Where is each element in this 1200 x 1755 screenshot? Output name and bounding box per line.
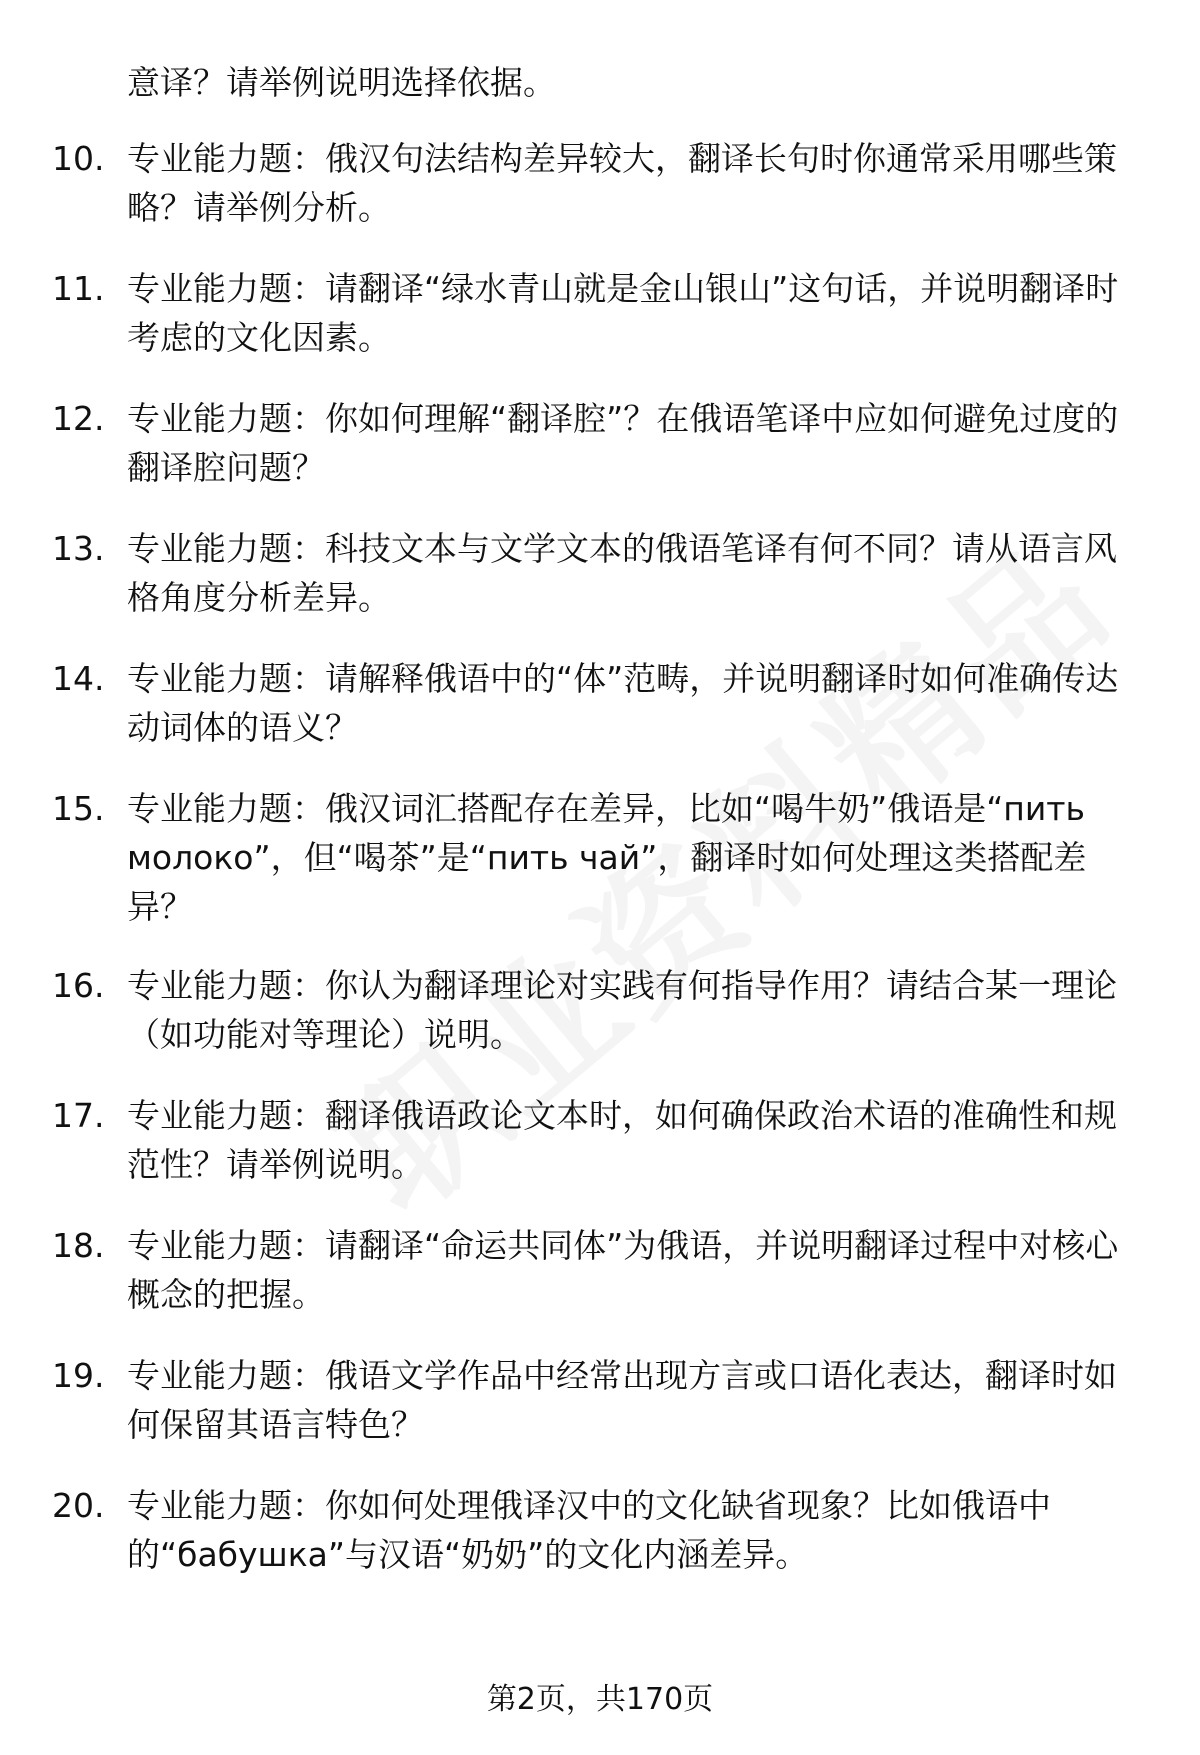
question-number: 12. <box>52 399 105 438</box>
question-number: 14. <box>52 659 105 698</box>
question-number: 10. <box>52 139 105 178</box>
list-item <box>0 514 1200 644</box>
page-footer: 第2页，共170页 <box>486 1682 714 1717</box>
question-text: 专业能力题：你如何处理俄译汉中的文化缺省现象？比如俄语中的“бабушка”与汉语“奶奶”的文化内涵差异。 <box>127 1486 1051 1574</box>
question-number: 20. <box>52 1486 105 1525</box>
question-text: 专业能力题：你如何理解“翻译腔”？在俄语笔译中应如何避免过度的翻译腔问题？ <box>127 399 1119 487</box>
question-number: 15. <box>52 789 105 828</box>
list-item <box>0 1471 1200 1601</box>
question-text: 专业能力题：请解释俄语中的“体”范畴，并说明翻译时如何准确传达动词体的语义？ <box>127 659 1119 747</box>
question-number: 17. <box>52 1096 105 1135</box>
question-text: 专业能力题：俄汉词汇搭配存在差异，比如“喝牛奶”俄语是“пить молоко”，但“喝茶”是“пить чай”，翻译时如何处理这类搭配差异？ <box>127 789 1087 926</box>
question-number: 16. <box>52 966 105 1005</box>
list-item <box>0 951 1200 1081</box>
list-item <box>0 774 1200 951</box>
question-text: 专业能力题：科技文本与文学文本的俄语笔译有何不同？请从语言风格角度分析差异。 <box>127 529 1117 617</box>
list-item <box>0 384 1200 514</box>
question-text: 专业能力题：俄语文学作品中经常出现方言或口语化表达，翻译时如何保留其语言特色？ <box>127 1356 1117 1444</box>
question-text: 专业能力题：请翻译“命运共同体”为俄语，并说明翻译过程中对核心概念的把握。 <box>127 1226 1119 1314</box>
question-text: 专业能力题：翻译俄语政论文本时，如何确保政治术语的准确性和规范性？请举例说明。 <box>127 1096 1117 1184</box>
question-number: 11. <box>52 269 105 308</box>
question-text: 专业能力题：你认为翻译理论对实践有何指导作用？请结合某一理论（如功能对等理论）说明。 <box>127 966 1117 1054</box>
list-item <box>0 254 1200 384</box>
list-item <box>0 644 1200 774</box>
question-number: 19. <box>52 1356 105 1395</box>
question-text: 专业能力题：俄汉句法结构差异较大，翻译长句时你通常采用哪些策略？请举例分析。 <box>127 139 1117 227</box>
question-number: 18. <box>52 1226 105 1265</box>
question-text: 专业能力题：请翻译“绿水青山就是金山银山”这句话，并说明翻译时考虑的文化因素。 <box>127 269 1119 357</box>
list-item <box>0 1211 1200 1341</box>
question-number: 13. <box>52 529 105 568</box>
list-item <box>0 1081 1200 1211</box>
question-list <box>0 124 1200 1601</box>
list-item <box>0 124 1200 254</box>
list-item <box>0 1341 1200 1471</box>
continued-question-text: 意译？请举例说明选择依据。 <box>127 63 556 102</box>
